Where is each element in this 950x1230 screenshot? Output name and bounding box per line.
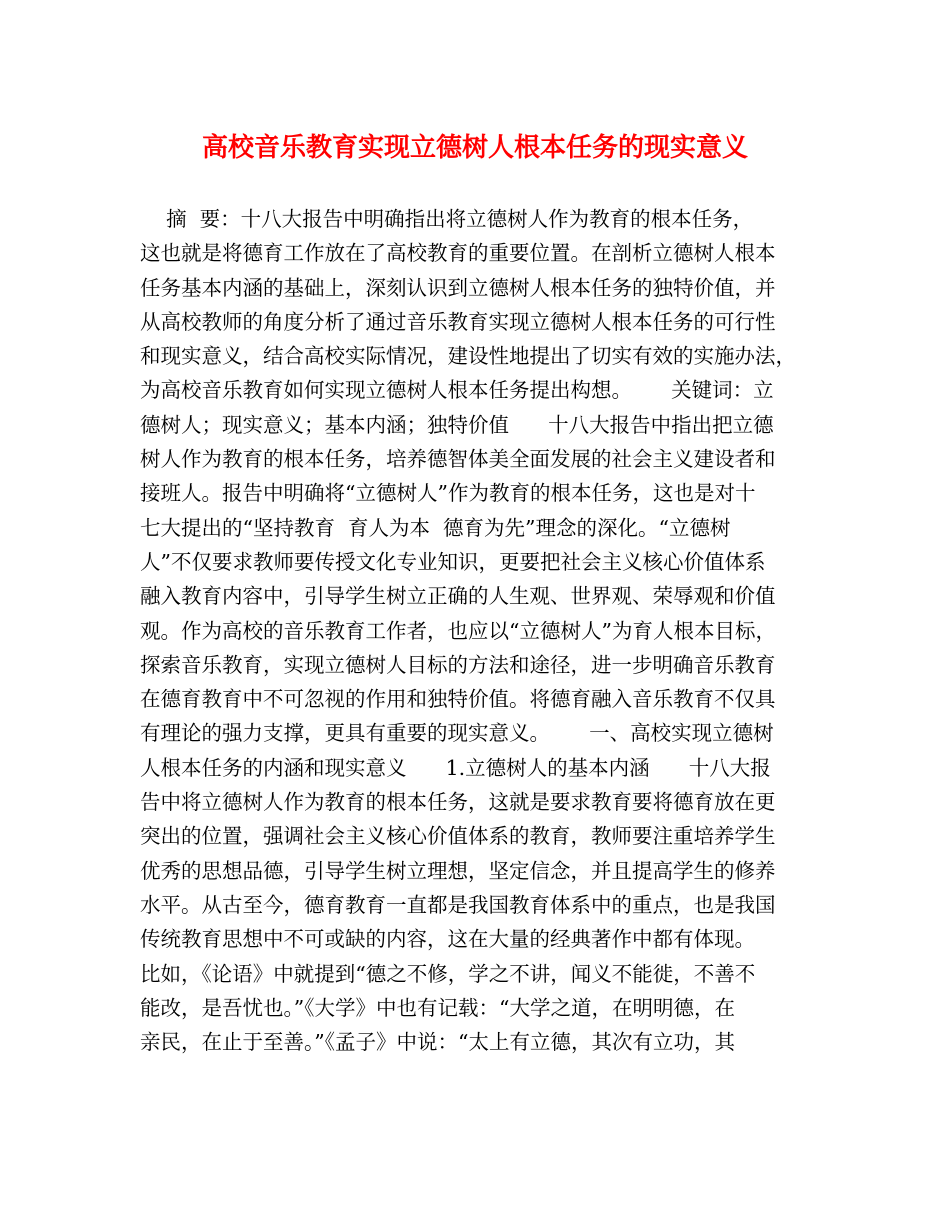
body-line: 比如，《论语》中就提到“德之不修，学之不讲，闻义不能徙，不善不 — [140, 961, 756, 986]
body-line: 从高校教师的角度分析了通过音乐教育实现立德树人根本任务的可行性 — [140, 309, 776, 334]
document-title: 高校音乐教育实现立德树人根本任务的现实意义 — [201, 133, 748, 163]
body-line: 德树人；现实意义；基本内涵；独特价值 十八大报告中指出把立德 — [140, 412, 774, 437]
body-line: 人根本任务的内涵和现实意义 1.立德树人的基本内涵 十八大报 — [140, 755, 771, 780]
body-line: 接班人。报告中明确将“立德树人”作为教育的根本任务，这也是对十 — [140, 481, 756, 506]
body-line: 水平。从古至今，德育教育一直都是我国教育体系中的重点，也是我国 — [140, 892, 776, 917]
body-line: 人”不仅要求教师要传授文化专业知识，更要把社会主义核心价值体系 — [140, 549, 766, 574]
body-line: 为高校音乐教育如何实现立德树人根本任务提出构想。 关键词：立 — [140, 378, 774, 403]
body-line: 能改，是吾忧也。”《大学》中也有记载：“大学之道，在明明德，在 — [140, 995, 735, 1020]
document-body — [140, 202, 815, 1059]
body-line: 七大提出的“坚持教育 育人为本 德育为先”理念的深化。“立德树 — [140, 515, 731, 540]
body-line: 在德育教育中不可忽视的作用和独特价值。将德育融入音乐教育不仅具 — [140, 687, 776, 712]
body-line: 有理论的强力支撑，更具有重要的现实意义。 一、高校实现立德树 — [140, 721, 774, 746]
body-line: 告中将立德树人作为教育的根本任务，这就是要求教育要将德育放在更 — [140, 790, 776, 815]
body-line: 观。作为高校的音乐教育工作者，也应以“立德树人”为育人根本目标， — [140, 618, 776, 643]
body-line: 传统教育思想中不可或缺的内容，这在大量的经典著作中都有体现。 — [140, 927, 755, 952]
body-line: 突出的位置，强调社会主义核心价值体系的教育，教师要注重培养学生 — [140, 824, 776, 849]
body-line: 摘 要：十八大报告中明确指出将立德树人作为教育的根本任务， — [140, 207, 754, 231]
body-line: 树人作为教育的根本任务，培养德智体美全面发展的社会主义建设者和 — [140, 447, 776, 472]
body-line: 这也就是将德育工作放在了高校教育的重要位置。在剖析立德树人根本 — [140, 241, 776, 266]
body-line: 和现实意义，结合高校实际情况，建设性地提出了切实有效的实施办法， — [140, 344, 796, 369]
body-line: 任务基本内涵的基础上，深刻认识到立德树人根本任务的独特价值，并 — [140, 275, 776, 300]
body-line: 融入教育内容中，引导学生树立正确的人生观、世界观、荣辱观和价值 — [140, 584, 776, 609]
body-line: 探索音乐教育，实现立德树人目标的方法和途径，进一步明确音乐教育 — [140, 652, 776, 677]
body-line: 优秀的思想品德，引导学生树立理想，坚定信念，并且提高学生的修养 — [140, 858, 776, 883]
body-line: 亲民，在止于至善。”《孟子》中说：“太上有立德，其次有立功，其 — [140, 1030, 735, 1055]
